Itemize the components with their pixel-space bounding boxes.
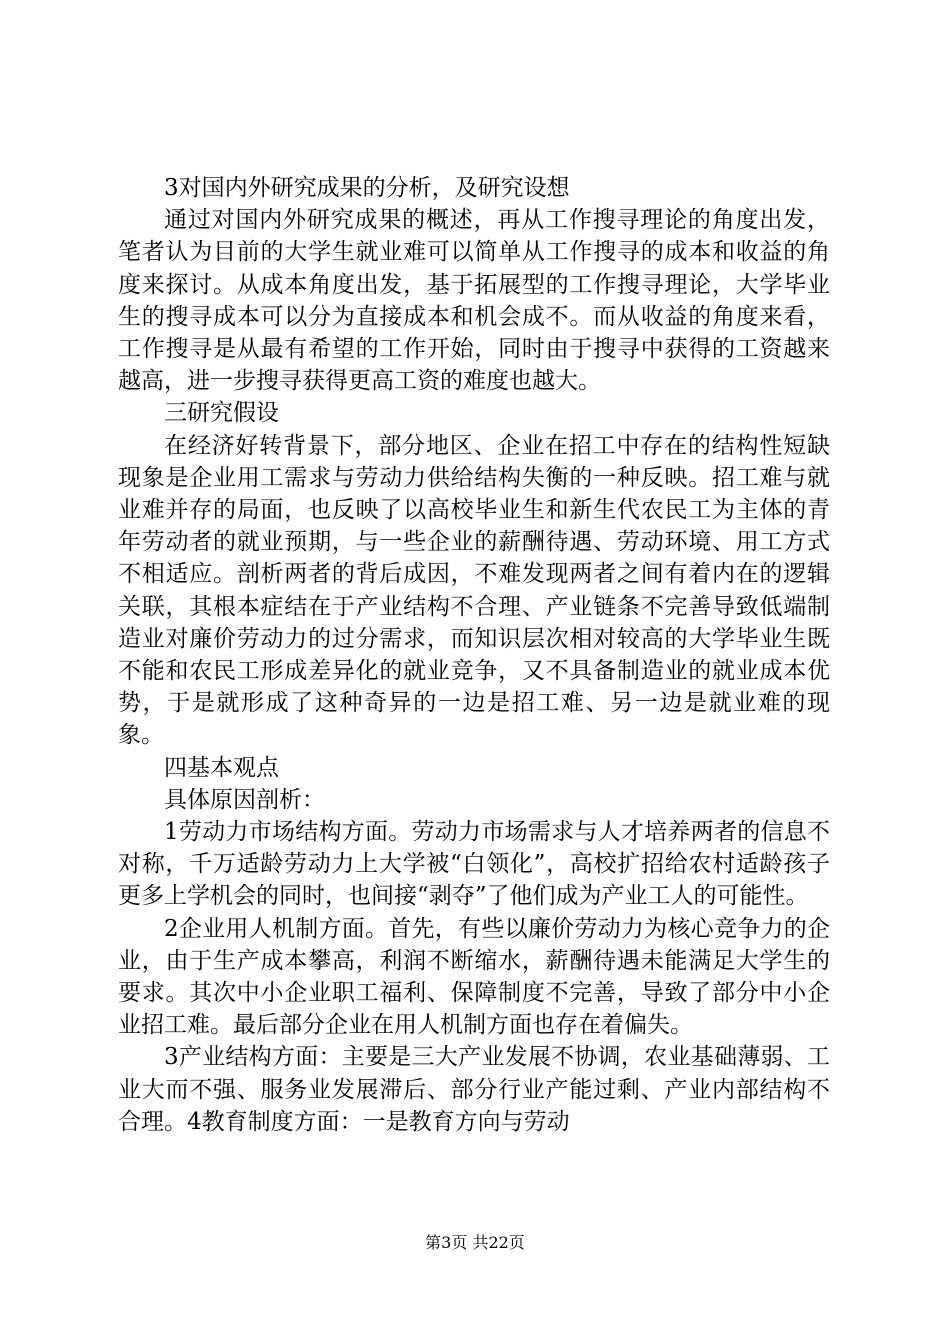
section-heading: 四基本观点 [164,754,279,781]
subheading: 具体原因剖析： [164,786,325,813]
section-heading: 三研究假设 [164,400,279,427]
page-footer [0,1232,950,1254]
section-heading: 3对国内外研究成果的分析，及研究设想 [164,175,570,201]
paragraph: 在经济好转背景下，部分地区、企业在招工中存在的结构性短缺现象是企业用工需求与劳动力供给结构失衡的一种反映。招工难与就业难并存的局面，也反映了以高校毕业生和新生代农民工为主体的青年劳动者的就业预期，与一些企业的薪酬待遇、劳动环境、用工方式不相适应。剖析两者的背后成因，不难发现两者之间有着内在的逻辑关联，其根本症结在于产业结构不合理、产业链条不完善导致低端制造业对廉价劳动力的过分需求，而知识层次相对较高的大学毕业生既不能和农民工形成差异化的就业竞争，又不具备制造业的就业成本优势，于是就形成了这种奇异的一边是招工难、另一边是就业难的现象。 [118,432,830,749]
paragraph: 通过对国内外研究成果的概述，再从工作搜寻理论的角度出发，笔者认为目前的大学生就业难可以简单从工作搜寻的成本和收益的角度来探讨。从成本角度出发，基于拓展型的工作搜寻理论，大学毕业生的搜寻成本可以分为直接成本和机会成不。而从收益的角度来看，工作搜寻是从最有希望的工作开始，同时由于搜寻中获得的工资越来越高，进一步搜寻获得更高工资的难度也越大。 [118,207,830,395]
paragraph: 2企业用人机制方面。首先，有些以廉价劳动力为核心竞争力的企业，由于生产成本攀高，利润不断缩水，薪酬待遇未能满足大学生的要求。其次中小企业职工福利、保障制度不完善，导致了部分中小企业招工难。最后部分企业在用人机制方面也存在着偏失。 [118,915,830,1039]
paragraph: 1劳动力市场结构方面。劳动力市场需求与人才培养两者的信息不对称，千万适龄劳动力上大学被“白领化”，高校扩招给农村适龄孩子更多上学机会的同时，也间接“剥夺”了他们成为产业工人的可能性。 [118,819,830,910]
document-body [118,172,830,1138]
paragraph: 3产业结构方面：主要是三大产业发展不协调，农业基础薄弱、工业大而不强、服务业发展滞后、部分行业产能过剩、产业内部结构不合理。4教育制度方面：一是教育方向与劳动 [118,1044,830,1135]
page-number: 第3页 共22页 [425,1233,525,1252]
